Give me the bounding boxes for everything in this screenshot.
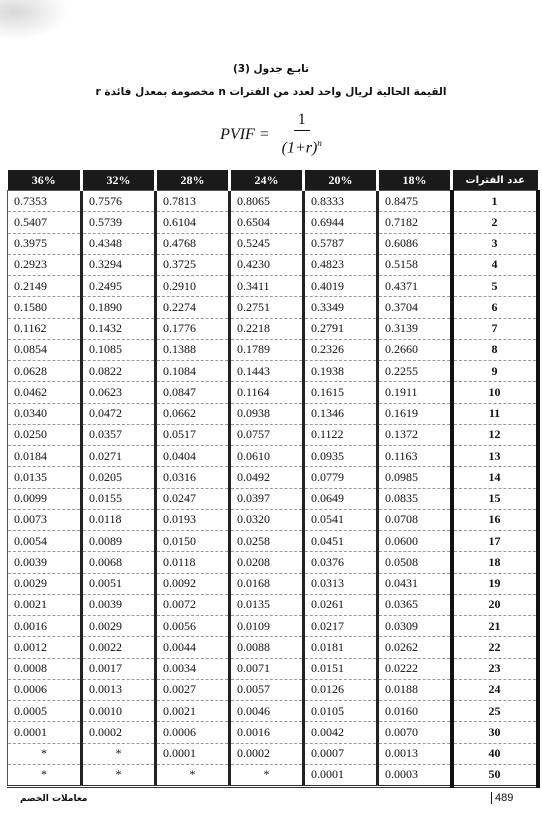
factor-cell: 0.0250 xyxy=(8,424,82,445)
period-cell: 50 xyxy=(452,764,538,786)
formula-lhs: PVIF = xyxy=(220,126,270,144)
factor-cell: 0.1388 xyxy=(156,339,230,360)
factor-cell: 0.7813 xyxy=(156,191,230,212)
factor-cell: 0.0155 xyxy=(82,488,156,509)
formula-base: (1+r) xyxy=(281,139,318,157)
factor-cell: 0.0006 xyxy=(8,679,82,700)
period-cell: 24 xyxy=(452,679,538,700)
table-row xyxy=(8,509,538,530)
factor-cell: 0.1372 xyxy=(378,424,452,445)
table-row xyxy=(8,488,538,509)
factor-cell: 0.4371 xyxy=(378,276,452,297)
formula-denominator xyxy=(282,131,322,159)
factor-cell: 0.0016 xyxy=(8,616,82,637)
factor-cell: 0.2149 xyxy=(8,276,82,297)
period-cell: 11 xyxy=(452,403,538,424)
factor-cell: 0.2751 xyxy=(230,297,304,318)
factor-cell: 0.0010 xyxy=(82,701,156,722)
factor-cell: 0.0151 xyxy=(304,658,378,679)
factor-cell: 0.0088 xyxy=(230,637,304,658)
table-row xyxy=(8,403,538,424)
table-row xyxy=(8,297,538,318)
factor-cell: 0.0208 xyxy=(230,552,304,573)
factor-cell: 0.0623 xyxy=(82,382,156,403)
factor-cell: 0.0054 xyxy=(8,531,82,552)
factor-cell: 0.8475 xyxy=(378,191,452,212)
factor-cell: 0.4348 xyxy=(82,233,156,254)
factor-cell: 0.3704 xyxy=(378,297,452,318)
factor-cell: 0.0316 xyxy=(156,467,230,488)
table-header-row xyxy=(8,170,538,191)
factor-cell: 0.0109 xyxy=(230,616,304,637)
factor-cell: 0.0039 xyxy=(82,594,156,615)
factor-cell: 0.0181 xyxy=(304,637,378,658)
factor-cell: * xyxy=(8,743,82,764)
table-row xyxy=(8,382,538,403)
factor-cell: 0.1890 xyxy=(82,297,156,318)
factor-cell: 0.4230 xyxy=(230,254,304,275)
period-cell: 19 xyxy=(452,573,538,594)
column-header: 20% xyxy=(304,170,378,191)
factor-cell: 0.0365 xyxy=(378,594,452,615)
factor-cell: 0.0071 xyxy=(230,658,304,679)
factor-cell: 0.0021 xyxy=(8,594,82,615)
factor-cell: 0.0051 xyxy=(82,573,156,594)
factor-cell: 0.0168 xyxy=(230,573,304,594)
factor-cell: 0.0247 xyxy=(156,488,230,509)
factor-cell: 0.0118 xyxy=(82,509,156,530)
factor-cell: 0.0001 xyxy=(8,722,82,743)
factor-cell: 0.1776 xyxy=(156,318,230,339)
factor-cell: 0.0008 xyxy=(8,658,82,679)
column-header: 24% xyxy=(230,170,304,191)
page-number: 489 xyxy=(495,792,514,804)
factor-cell: 0.0027 xyxy=(156,679,230,700)
table-row xyxy=(8,594,538,615)
factor-cell: 0.0072 xyxy=(156,594,230,615)
factor-cell: 0.2326 xyxy=(304,339,378,360)
period-cell: 15 xyxy=(452,488,538,509)
factor-cell: 0.0985 xyxy=(378,467,452,488)
column-header-periods: عدد الفترات xyxy=(452,170,538,191)
column-header: 36% xyxy=(8,170,82,191)
factor-cell: 0.1164 xyxy=(230,382,304,403)
factor-cell: 0.5787 xyxy=(304,233,378,254)
table-row xyxy=(8,467,538,488)
factor-cell: 0.2910 xyxy=(156,276,230,297)
factor-cell: 0.4019 xyxy=(304,276,378,297)
factor-cell: 0.0021 xyxy=(156,701,230,722)
table-row xyxy=(8,318,538,339)
factor-cell: 0.0034 xyxy=(156,658,230,679)
period-cell: 5 xyxy=(452,276,538,297)
factor-cell: 0.1085 xyxy=(82,339,156,360)
factor-cell: 0.0854 xyxy=(8,339,82,360)
factor-cell: 0.0757 xyxy=(230,424,304,445)
factor-cell: 0.0118 xyxy=(156,552,230,573)
period-cell: 14 xyxy=(452,467,538,488)
factor-cell: 0.2274 xyxy=(156,297,230,318)
factor-cell: 0.1163 xyxy=(378,446,452,467)
factor-cell: 0.0258 xyxy=(230,531,304,552)
factor-cell: 0.0847 xyxy=(156,382,230,403)
period-cell: 23 xyxy=(452,658,538,679)
table-row xyxy=(8,573,538,594)
factor-cell: 0.0001 xyxy=(156,743,230,764)
formula-fraction xyxy=(282,111,322,159)
factor-cell: 0.0262 xyxy=(378,637,452,658)
factor-cell: 0.0600 xyxy=(378,531,452,552)
factor-cell: 0.0309 xyxy=(378,616,452,637)
factor-cell: 0.1619 xyxy=(378,403,452,424)
table-row xyxy=(8,701,538,722)
period-cell: 12 xyxy=(452,424,538,445)
factor-cell: 0.0188 xyxy=(378,679,452,700)
factor-cell: 0.0105 xyxy=(304,701,378,722)
factor-cell: 0.5245 xyxy=(230,233,304,254)
factor-cell: 0.0261 xyxy=(304,594,378,615)
factor-cell: 0.6944 xyxy=(304,212,378,233)
period-cell: 21 xyxy=(452,616,538,637)
table-body xyxy=(8,191,538,787)
table-row xyxy=(8,658,538,679)
factor-cell: 0.0340 xyxy=(8,403,82,424)
factor-cell: 0.0492 xyxy=(230,467,304,488)
table-row xyxy=(8,679,538,700)
period-cell: 2 xyxy=(452,212,538,233)
factor-cell: 0.3975 xyxy=(8,233,82,254)
factor-cell: 0.5739 xyxy=(82,212,156,233)
factor-cell: 0.0938 xyxy=(230,403,304,424)
factor-cell: 0.0057 xyxy=(230,679,304,700)
factor-cell: 0.0013 xyxy=(378,743,452,764)
factor-cell: 0.0039 xyxy=(8,552,82,573)
factor-cell: * xyxy=(82,743,156,764)
table-row xyxy=(8,212,538,233)
period-cell: 40 xyxy=(452,743,538,764)
table-row xyxy=(8,361,538,382)
period-cell: 18 xyxy=(452,552,538,573)
factor-cell: 0.0099 xyxy=(8,488,82,509)
factor-cell: 0.0508 xyxy=(378,552,452,573)
factor-cell: * xyxy=(230,764,304,786)
period-cell: 10 xyxy=(452,382,538,403)
factor-cell: 0.0029 xyxy=(82,616,156,637)
factor-cell: 0.4768 xyxy=(156,233,230,254)
factor-cell: 0.3349 xyxy=(304,297,378,318)
period-cell: 8 xyxy=(452,339,538,360)
factor-cell: 0.0472 xyxy=(82,403,156,424)
table-row xyxy=(8,446,538,467)
factor-cell: 0.0184 xyxy=(8,446,82,467)
factor-cell: 0.2923 xyxy=(8,254,82,275)
period-cell: 25 xyxy=(452,701,538,722)
factor-cell: 0.0517 xyxy=(156,424,230,445)
factor-cell: 0.0135 xyxy=(8,467,82,488)
factor-cell: 0.4823 xyxy=(304,254,378,275)
factor-cell: 0.1162 xyxy=(8,318,82,339)
factor-cell: 0.1346 xyxy=(304,403,378,424)
factor-cell: 0.3411 xyxy=(230,276,304,297)
table-row xyxy=(8,233,538,254)
factor-cell: 0.0835 xyxy=(378,488,452,509)
factor-cell: 0.0357 xyxy=(82,424,156,445)
factor-cell: 0.0193 xyxy=(156,509,230,530)
factor-cell: 0.6504 xyxy=(230,212,304,233)
period-cell: 6 xyxy=(452,297,538,318)
factor-cell: 0.0007 xyxy=(304,743,378,764)
factor-cell: 0.0003 xyxy=(378,764,452,786)
pvif-formula xyxy=(0,111,542,159)
factor-cell: * xyxy=(8,764,82,786)
table-row xyxy=(8,764,538,786)
factor-cell: 0.0001 xyxy=(304,764,378,786)
factor-cell: 0.0073 xyxy=(8,509,82,530)
factor-cell: 0.0013 xyxy=(82,679,156,700)
factor-cell: 0.0271 xyxy=(82,446,156,467)
factor-cell: 0.8333 xyxy=(304,191,378,212)
factor-cell: 0.0092 xyxy=(156,573,230,594)
factor-cell: 0.1443 xyxy=(230,361,304,382)
factor-cell: 0.2255 xyxy=(378,361,452,382)
factor-cell: 0.5407 xyxy=(8,212,82,233)
period-cell: 20 xyxy=(452,594,538,615)
table-subtitle: القيمة الحالية لريال واحد لعدد من الفترات n مخصومة بمعدل فائدة r xyxy=(95,86,447,98)
factor-cell: 0.0135 xyxy=(230,594,304,615)
period-cell: 1 xyxy=(452,191,538,212)
factor-cell: 0.2660 xyxy=(378,339,452,360)
factor-cell: 0.2791 xyxy=(304,318,378,339)
column-header: 18% xyxy=(378,170,452,191)
scan-smudge xyxy=(0,0,70,40)
table-row xyxy=(8,339,538,360)
factor-cell: 0.7576 xyxy=(82,191,156,212)
factor-cell: 0.0628 xyxy=(8,361,82,382)
factor-cell: 0.0056 xyxy=(156,616,230,637)
factor-cell: 0.5158 xyxy=(378,254,452,275)
factor-cell: 0.0070 xyxy=(378,722,452,743)
table-row xyxy=(8,616,538,637)
factor-cell: 0.0022 xyxy=(82,637,156,658)
factor-cell: 0.0404 xyxy=(156,446,230,467)
factor-cell: 0.0006 xyxy=(156,722,230,743)
factor-cell: 0.0779 xyxy=(304,467,378,488)
factor-cell: 0.7353 xyxy=(8,191,82,212)
factor-cell: 0.1615 xyxy=(304,382,378,403)
table-row xyxy=(8,743,538,764)
factor-cell: 0.3139 xyxy=(378,318,452,339)
factor-cell: 0.7182 xyxy=(378,212,452,233)
factor-cell: 0.0068 xyxy=(82,552,156,573)
factor-cell: 0.0205 xyxy=(82,467,156,488)
factor-cell: 0.1580 xyxy=(8,297,82,318)
period-cell: 13 xyxy=(452,446,538,467)
factor-cell: 0.0160 xyxy=(378,701,452,722)
period-cell: 22 xyxy=(452,637,538,658)
table-row xyxy=(8,424,538,445)
column-header: 28% xyxy=(156,170,230,191)
factor-cell: 0.0313 xyxy=(304,573,378,594)
table-row xyxy=(8,722,538,743)
running-footer: معاملات الخصم xyxy=(20,794,88,804)
factor-cell: 0.0002 xyxy=(230,743,304,764)
factor-cell: 0.0222 xyxy=(378,658,452,679)
table-row xyxy=(8,531,538,552)
table-row xyxy=(8,552,538,573)
factor-cell: 0.0822 xyxy=(82,361,156,382)
period-cell: 9 xyxy=(452,361,538,382)
formula-numerator: 1 xyxy=(294,111,310,131)
factor-cell: 0.0662 xyxy=(156,403,230,424)
factor-cell: 0.0451 xyxy=(304,531,378,552)
factor-cell: 0.0044 xyxy=(156,637,230,658)
factor-cell: 0.1938 xyxy=(304,361,378,382)
factor-cell: 0.6086 xyxy=(378,233,452,254)
factor-cell: 0.0708 xyxy=(378,509,452,530)
factor-cell: 0.0462 xyxy=(8,382,82,403)
factor-cell: 0.0126 xyxy=(304,679,378,700)
factor-cell: 0.0016 xyxy=(230,722,304,743)
factor-cell: * xyxy=(82,764,156,786)
factor-cell: 0.0017 xyxy=(82,658,156,679)
factor-cell: 0.1084 xyxy=(156,361,230,382)
factor-cell: 0.6104 xyxy=(156,212,230,233)
column-header: 32% xyxy=(82,170,156,191)
factor-cell: 0.0217 xyxy=(304,616,378,637)
formula-exponent: n xyxy=(317,138,322,148)
factor-cell: 0.0376 xyxy=(304,552,378,573)
factor-cell: 0.1789 xyxy=(230,339,304,360)
factor-cell: * xyxy=(156,764,230,786)
factor-cell: 0.0002 xyxy=(82,722,156,743)
factor-cell: 0.3725 xyxy=(156,254,230,275)
factor-cell: 0.2495 xyxy=(82,276,156,297)
period-cell: 17 xyxy=(452,531,538,552)
table-title: تابـع جدول (3) xyxy=(232,63,310,75)
table-row xyxy=(8,637,538,658)
factor-cell: 0.0012 xyxy=(8,637,82,658)
factor-cell: 0.0150 xyxy=(156,531,230,552)
factor-cell: 0.0541 xyxy=(304,509,378,530)
factor-cell: 0.2218 xyxy=(230,318,304,339)
factor-cell: 0.8065 xyxy=(230,191,304,212)
factor-cell: 0.0935 xyxy=(304,446,378,467)
period-cell: 4 xyxy=(452,254,538,275)
pvif-table xyxy=(7,170,540,788)
factor-cell: 0.0042 xyxy=(304,722,378,743)
factor-cell: 0.3294 xyxy=(82,254,156,275)
table-row xyxy=(8,276,538,297)
factor-cell: 0.1911 xyxy=(378,382,452,403)
period-cell: 7 xyxy=(452,318,538,339)
factor-cell: 0.0046 xyxy=(230,701,304,722)
factor-cell: 0.0320 xyxy=(230,509,304,530)
factor-cell: 0.1122 xyxy=(304,424,378,445)
factor-cell: 0.0649 xyxy=(304,488,378,509)
factor-cell: 0.1432 xyxy=(82,318,156,339)
page-number-separator xyxy=(491,792,492,804)
period-cell: 16 xyxy=(452,509,538,530)
factor-cell: 0.0005 xyxy=(8,701,82,722)
period-cell: 3 xyxy=(452,233,538,254)
period-cell: 30 xyxy=(452,722,538,743)
factor-cell: 0.0431 xyxy=(378,573,452,594)
table-row xyxy=(8,254,538,275)
table-row xyxy=(8,191,538,212)
factor-cell: 0.0397 xyxy=(230,488,304,509)
factor-cell: 0.0089 xyxy=(82,531,156,552)
factor-cell: 0.0029 xyxy=(8,573,82,594)
factor-cell: 0.0610 xyxy=(230,446,304,467)
pvif-table-container xyxy=(7,170,537,788)
